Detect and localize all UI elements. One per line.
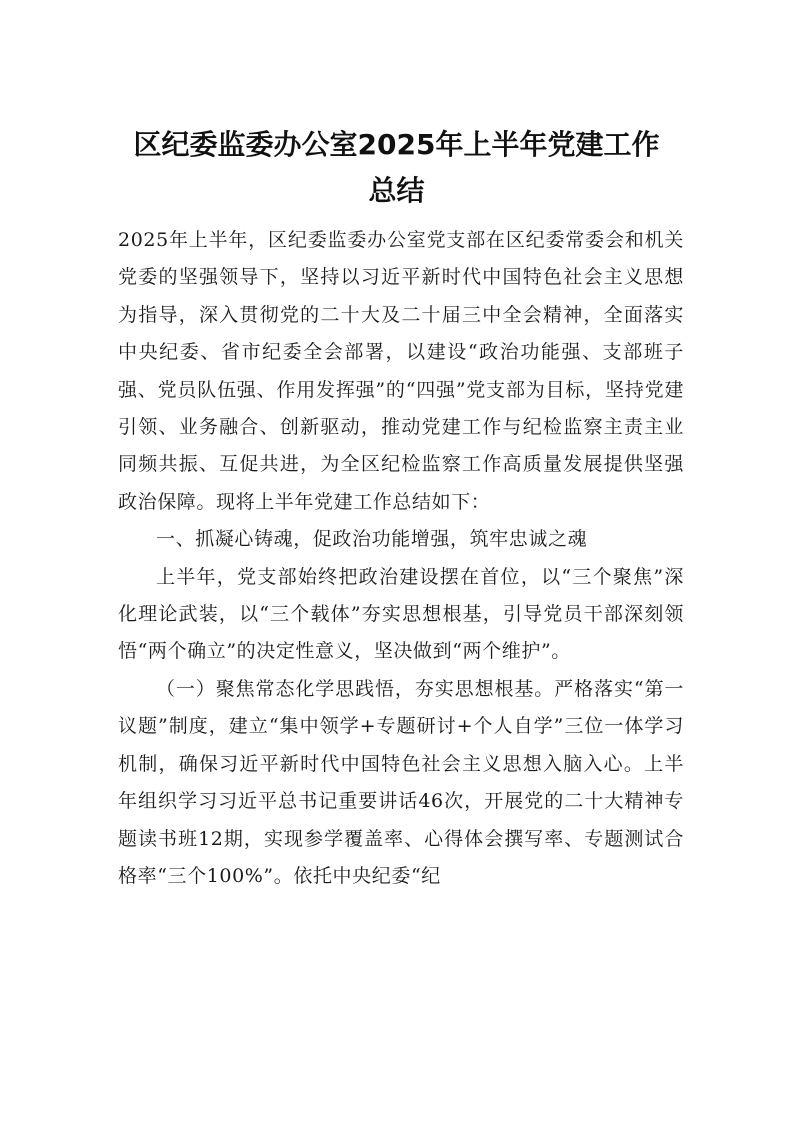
document-title-line-1: 区纪委监委办公室2025年上半年党建工作 (133, 128, 660, 161)
document-title-line-2: 总结 (368, 174, 425, 207)
document-body (118, 222, 684, 895)
section-1-paragraph: 上半年，党支部始终把政治建设摆在首位，以“三个聚焦”深化理论武装，以“三个载体”夯实思想根基，引导党员干部深刻领悟“两个确立”的决定性意义，坚决做到“两个维护”。 (118, 565, 684, 663)
intro-paragraph: 2025年上半年，区纪委监委办公室党支部在区纪委常委会和机关党委的坚强领导下，坚持以习近平新时代中国特色社会主义思想为指导，深入贯彻党的二十大及二十届三中全会精神，全面落实中央纪委、省市纪委全会部署，以建设“政治功能强、支部班子强、党员队伍强、作用发挥强”的“四强”党支部为目标，坚持党建引领、业务融合、创新驱动，推动党建工作与纪检监察主责主业同频共振、互促共进，为全区纪检监察工作高质量发展提供坚强政治保障。现将上半年党建工作总结如下： (118, 229, 684, 513)
section-heading-1: 一、抓凝心铸魂，促政治功能增强，筑牢忠诚之魂 (156, 528, 588, 551)
subsection-1-paragraph: （一）聚焦常态化学思践悟，夯实思想根基。严格落实“第一议题”制度，建立“集中领学+专题研讨+个人自学”三位一体学习机制，确保习近平新时代中国特色社会主义思想入脑入心。上半年组织学习习近平总书记重要讲话46次，开展党的二十大精神专题读书班12期，实现参学覆盖率、心得体会撰写率、专题测试合格率“三个100%”。依托中央纪委“纪 (118, 677, 684, 887)
